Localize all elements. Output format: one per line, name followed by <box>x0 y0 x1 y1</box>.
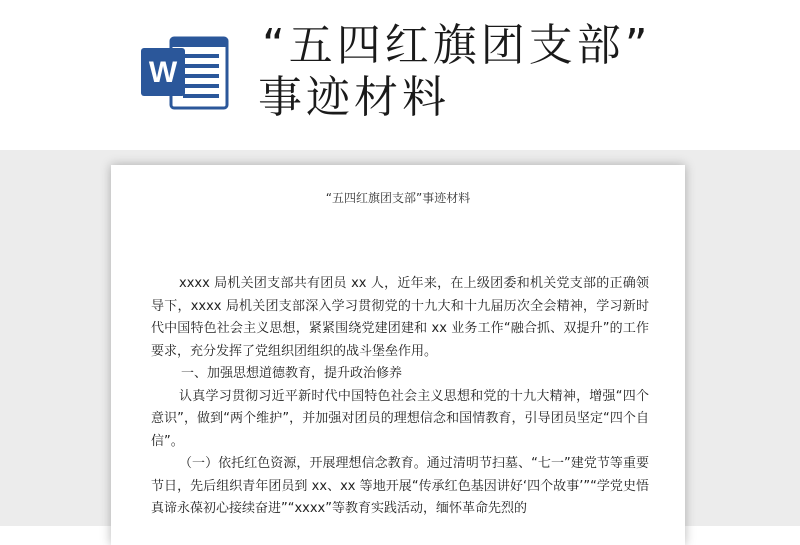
section-heading: 一、加强思想道德教育，提升政治修养 <box>181 366 403 381</box>
document-page-preview <box>111 165 685 545</box>
paragraph: 认真学习贯彻习近平新时代中国特色社会主义思想和党的十九大精神，增强“四个意识”，做到“两个维护”，并加强对团员的理想信念和国情教育，引导团员坚定“四个自信”。 <box>151 388 649 449</box>
word-icon-letter: W <box>148 56 178 89</box>
banner <box>0 0 800 150</box>
page-title <box>258 18 778 126</box>
title-line-1: “五四红旗团支部” <box>262 20 652 71</box>
word-document-icon <box>141 34 231 112</box>
paragraph: xxxx 局机关团支部共有团员 xx 人，近年来，在上级团委和机关党支部的正确领导下，xxxx 局机关团支部深入学习贯彻党的十九大和十九届历次全会精神，学习新时代中国特色社会主义思想，紧紧围绕党建团建和 xx 业务工作“融合抓、双提升”的工作要求，充分发挥了党组织团组织的战斗堡垒作用。 <box>151 276 649 359</box>
title-line-2: 事迹材料 <box>258 72 450 123</box>
paragraph: （一）依托红色资源，开展理想信念教育。通过清明节扫墓、“七一”建党节等重要节日，先后组织青年团员到 xx、xx 等地开展“传承红色基因讲好‘四个故事’”“学党史悟真谛永葆初心接续奋进”“xxxx”等教育实践活动，缅怀革命先烈的 <box>151 456 649 516</box>
document-body <box>151 273 649 521</box>
document-title: “五四红旗团支部”事迹材料 <box>325 191 471 205</box>
